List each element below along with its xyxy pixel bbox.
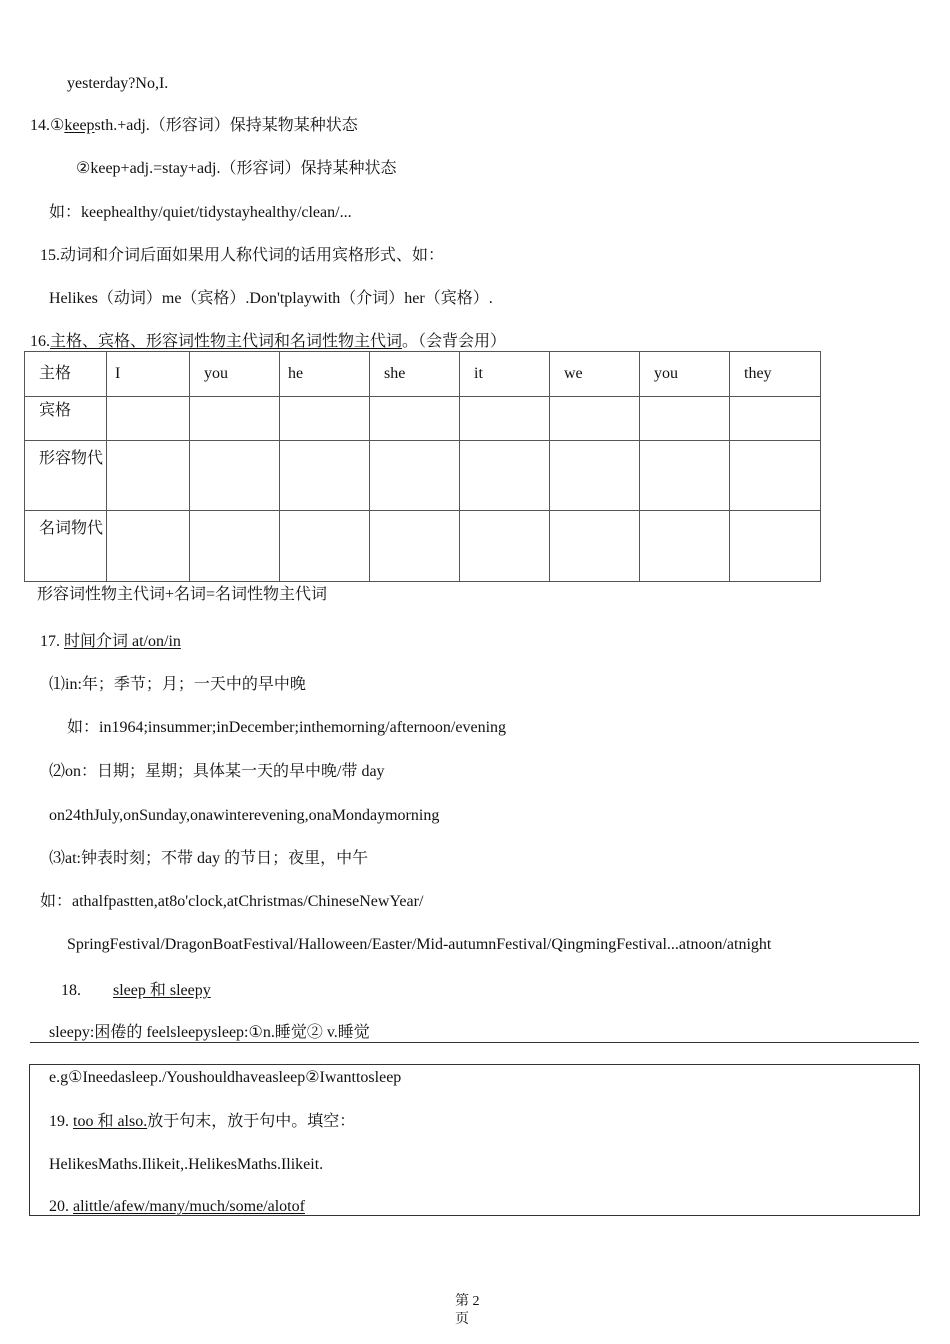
text-line: yesterday?No,I.	[67, 75, 169, 92]
item-text: 。（会背会用）	[402, 333, 507, 350]
table-cell	[370, 511, 460, 582]
table-cell	[640, 511, 730, 582]
underlined-term: sleep 和 sleepy	[113, 982, 211, 999]
row-label: 形容物代	[25, 441, 107, 511]
table-cell	[460, 511, 550, 582]
table-row	[25, 441, 821, 511]
horizontal-rule	[30, 1042, 919, 1043]
table-cell: she	[370, 352, 460, 397]
item-17-in-example: 如：in1964;insummer;inDecember;inthemorning/afternoon/evening	[67, 719, 507, 736]
underlined-term: 时间介词 at/on/in	[64, 633, 181, 650]
item-number: 20.	[49, 1198, 73, 1215]
table-cell	[550, 441, 640, 511]
table-cell	[190, 511, 280, 582]
item-17-at: ⑶at:钟表时刻；不带 day 的节日；夜里，中午	[49, 850, 369, 867]
item-number: 14.①	[30, 117, 65, 134]
table-cell	[280, 511, 370, 582]
table-cell	[550, 511, 640, 582]
table-cell	[280, 397, 370, 441]
table-cell: it	[460, 352, 550, 397]
table-cell	[190, 441, 280, 511]
table-cell	[460, 441, 550, 511]
item-14-line-2: ②keep+adj.=stay+adj.（形容词）保持某种状态	[76, 160, 397, 177]
table-cell: you	[190, 352, 280, 397]
table-cell	[190, 397, 280, 441]
underlined-term: keep	[64, 117, 95, 134]
item-18-heading	[61, 981, 211, 1001]
table-cell: you	[640, 352, 730, 397]
item-text: 放于句末，放于句中。填空：	[147, 1113, 356, 1130]
item-17-at-example-cont: SpringFestival/DragonBoatFestival/Halloween/Easter/Mid-autumnFestival/QingmingFestival...atnoon/atnight	[67, 936, 772, 953]
item-17-at-example: 如：athalfpastten,at8o'clock,atChristmas/ChineseNewYear/	[40, 893, 424, 910]
table-cell	[370, 441, 460, 511]
table-cell	[550, 397, 640, 441]
table-cell: we	[550, 352, 640, 397]
table-cell: they	[730, 352, 821, 397]
table-row	[25, 397, 821, 441]
item-number: 17.	[40, 633, 64, 650]
table-header-row	[25, 352, 821, 397]
item-15-line-1: 15.动词和介词后面如果用人称代词的话用宾格形式、如：	[40, 247, 445, 264]
item-17-in: ⑴in:年；季节；月；一天中的早中晚	[49, 676, 306, 693]
table-cell: I	[107, 352, 190, 397]
table-cell	[107, 441, 190, 511]
table-cell	[730, 397, 821, 441]
item-14-line-1	[30, 116, 358, 136]
page-number: 第 2	[455, 1294, 480, 1309]
table-cell	[730, 511, 821, 582]
item-number: 16.	[30, 333, 50, 350]
row-label: 名词物代	[25, 511, 107, 582]
table-cell	[107, 397, 190, 441]
table-cell	[640, 397, 730, 441]
item-15-example: Helikes（动词）me（宾格）.Don'tplaywith（介词）her（宾格）.	[49, 290, 493, 307]
item-14-example: 如：keephealthy/quiet/tidystayhealthy/clean/...	[49, 204, 352, 221]
table-cell	[730, 441, 821, 511]
item-17-heading	[40, 632, 181, 652]
item-18-definition: sleepy:困倦的 feelsleepysleep:①n.睡觉② v.睡觉	[49, 1024, 370, 1041]
underlined-term: 主格、宾格、形容词性物主代词和名词性物主代词	[50, 333, 403, 350]
item-19-exercise: HelikesMaths.Ilikeit,.HelikesMaths.Ilikeit.	[49, 1156, 324, 1173]
table-cell	[640, 441, 730, 511]
item-20-heading	[49, 1197, 305, 1217]
table-cell: 主格	[25, 352, 107, 397]
table-row	[25, 511, 821, 582]
item-17-on-example: on24thJuly,onSunday,onawinterevening,onaMondaymorning	[49, 807, 440, 824]
table-cell	[370, 397, 460, 441]
table-cell	[280, 441, 370, 511]
item-18-example: e.g①Ineedasleep./Youshouldhaveasleep②Iwanttosleep	[49, 1069, 402, 1086]
item-number: 18.	[61, 982, 81, 999]
row-label: 宾格	[25, 397, 107, 441]
table-cell: he	[280, 352, 370, 397]
item-number: 19.	[49, 1113, 73, 1130]
item-text: sth.+adj.（形容词）保持某物某种状态	[94, 117, 358, 134]
underlined-term: too 和 also.	[73, 1113, 148, 1130]
pronoun-table	[24, 351, 821, 582]
underlined-term: alittle/afew/many/much/some/alotof	[73, 1198, 305, 1215]
item-16-heading	[30, 332, 506, 352]
item-19-heading	[49, 1112, 355, 1132]
table-note: 形容词性物主代词+名词=名词性物主代词	[37, 586, 328, 603]
page-number-suffix: 页	[455, 1312, 469, 1327]
table-cell	[460, 397, 550, 441]
table-cell	[107, 511, 190, 582]
item-17-on: ⑵on：日期；星期；具体某一天的早中晚/带 day	[49, 763, 385, 780]
